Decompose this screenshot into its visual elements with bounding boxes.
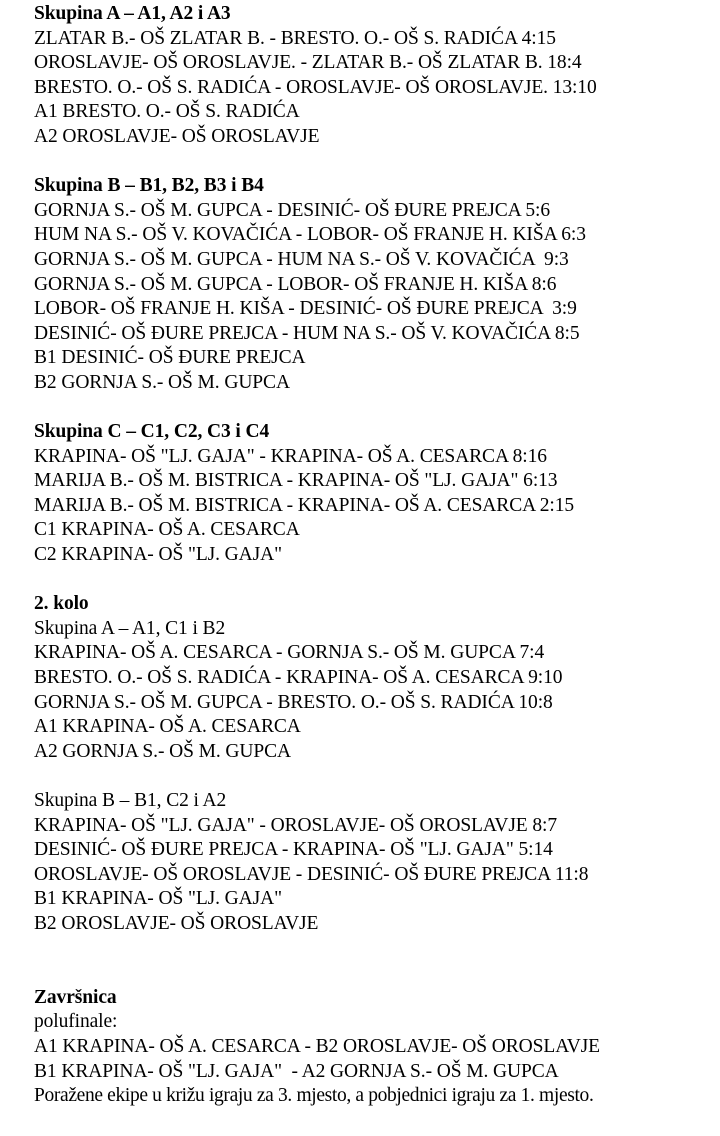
match-result: ZLATAR B.- OŠ ZLATAR B. - BRESTO. O.- OŠ S. RADIĆA 4:15 [34,27,556,49]
match-result: BRESTO. O.- OŠ S. RADIĆA - KRAPINA- OŠ A. CESARCA 9:10 [34,667,563,689]
document-body [34,2,718,1109]
match-result: KRAPINA- OŠ "LJ. GAJA" - KRAPINA- OŠ A. CESARCA 8:16 [34,445,547,467]
group-standing: C1 KRAPINA- OŠ A. CESARCA [34,519,300,541]
group-standing: B1 KRAPINA- OŠ "LJ. GAJA" [34,888,282,910]
group-a-heading: Skupina A – A1, A2 i A3 [34,3,231,24]
group-standing: A1 KRAPINA- OŠ A. CESARCA [34,716,301,738]
match-result: GORNJA S.- OŠ M. GUPCA - LOBOR- OŠ FRANJE H. KIŠA 8:6 [34,273,557,295]
spacer [34,764,718,789]
spacer [34,396,718,421]
round2-group-b-heading: Skupina B – B1, C2 i A2 [34,790,227,811]
match-result: GORNJA S.- OŠ M. GUPCA - BRESTO. O.- OŠ S. RADIĆA 10:8 [34,691,553,713]
group-c-heading: Skupina C – C1, C2, C3 i C4 [34,421,270,443]
match-result: LOBOR- OŠ FRANJE H. KIŠA - DESINIĆ- OŠ ĐURE PREJCA 3:9 [34,298,577,320]
match-result: GORNJA S.- OŠ M. GUPCA - DESINIĆ- OŠ ĐURE PREJCA 5:6 [34,199,550,221]
spacer [34,961,718,986]
group-standing: B1 DESINIĆ- OŠ ĐURE PREJCA [34,347,306,369]
group-standing: A2 OROSLAVJE- OŠ OROSLAVJE [34,125,320,147]
match-result: KRAPINA- OŠ A. CESARCA - GORNJA S.- OŠ M. GUPCA 7:4 [34,642,545,664]
match-result: MARIJA B.- OŠ M. BISTRICA - KRAPINA- OŠ "LJ. GAJA" 6:13 [34,470,558,492]
group-standing: A1 BRESTO. O.- OŠ S. RADIĆA [34,101,300,123]
group-standing: A2 GORNJA S.- OŠ M. GUPCA [34,740,292,762]
group-standing: C2 KRAPINA- OŠ "LJ. GAJA" [34,544,282,566]
match-result: OROSLAVJE- OŠ OROSLAVJE - DESINIĆ- OŠ ĐURE PREJCA 11:8 [34,863,589,885]
semifinal-heading: polufinale: [34,1011,118,1033]
spacer [34,937,718,962]
match-result: OROSLAVJE- OŠ OROSLAVJE. - ZLATAR B.- OŠ ZLATAR B. 18:4 [34,52,582,74]
round-2-heading: 2. kolo [34,593,89,615]
final-heading: Završnica [34,986,117,1008]
group-standing: B2 OROSLAVJE- OŠ OROSLAVJE [34,912,319,934]
match-result: MARIJA B.- OŠ M. BISTRICA - KRAPINA- OŠ A. CESARCA 2:15 [34,494,575,516]
match-result: GORNJA S.- OŠ M. GUPCA - HUM NA S.- OŠ V. KOVAČIĆA 9:3 [34,248,569,270]
match-result: HUM NA S.- OŠ V. KOVAČIĆA - LOBOR- OŠ FRANJE H. KIŠA 6:3 [34,224,586,246]
semifinal-match: B1 KRAPINA- OŠ "LJ. GAJA" - A2 GORNJA S.- OŠ M. GUPCA [34,1060,559,1082]
match-result: BRESTO. O.- OŠ S. RADIĆA - OROSLAVJE- OŠ OROSLAVJE. 13:10 [34,76,597,98]
semifinal-match: A1 KRAPINA- OŠ A. CESARCA - B2 OROSLAVJE- OŠ OROSLAVJE [34,1035,600,1057]
group-standing: B2 GORNJA S.- OŠ M. GUPCA [34,371,290,393]
group-b-heading: Skupina B – B1, B2, B3 i B4 [34,175,264,197]
match-result: KRAPINA- OŠ "LJ. GAJA" - OROSLAVJE- OŠ OROSLAVJE 8:7 [34,814,558,836]
match-result: DESINIĆ- OŠ ĐURE PREJCA - HUM NA S.- OŠ V. KOVAČIĆA 8:5 [34,322,580,344]
spacer [34,150,718,175]
final-note: Poražene ekipe u križu igraju za 3. mjesto, a pobjednici igraju za 1. mjesto. [34,1085,594,1107]
round2-group-a-heading: Skupina A – A1, C1 i B2 [34,617,226,639]
match-result: DESINIĆ- OŠ ĐURE PREJCA - KRAPINA- OŠ "LJ. GAJA" 5:14 [34,839,553,861]
spacer [34,568,718,593]
